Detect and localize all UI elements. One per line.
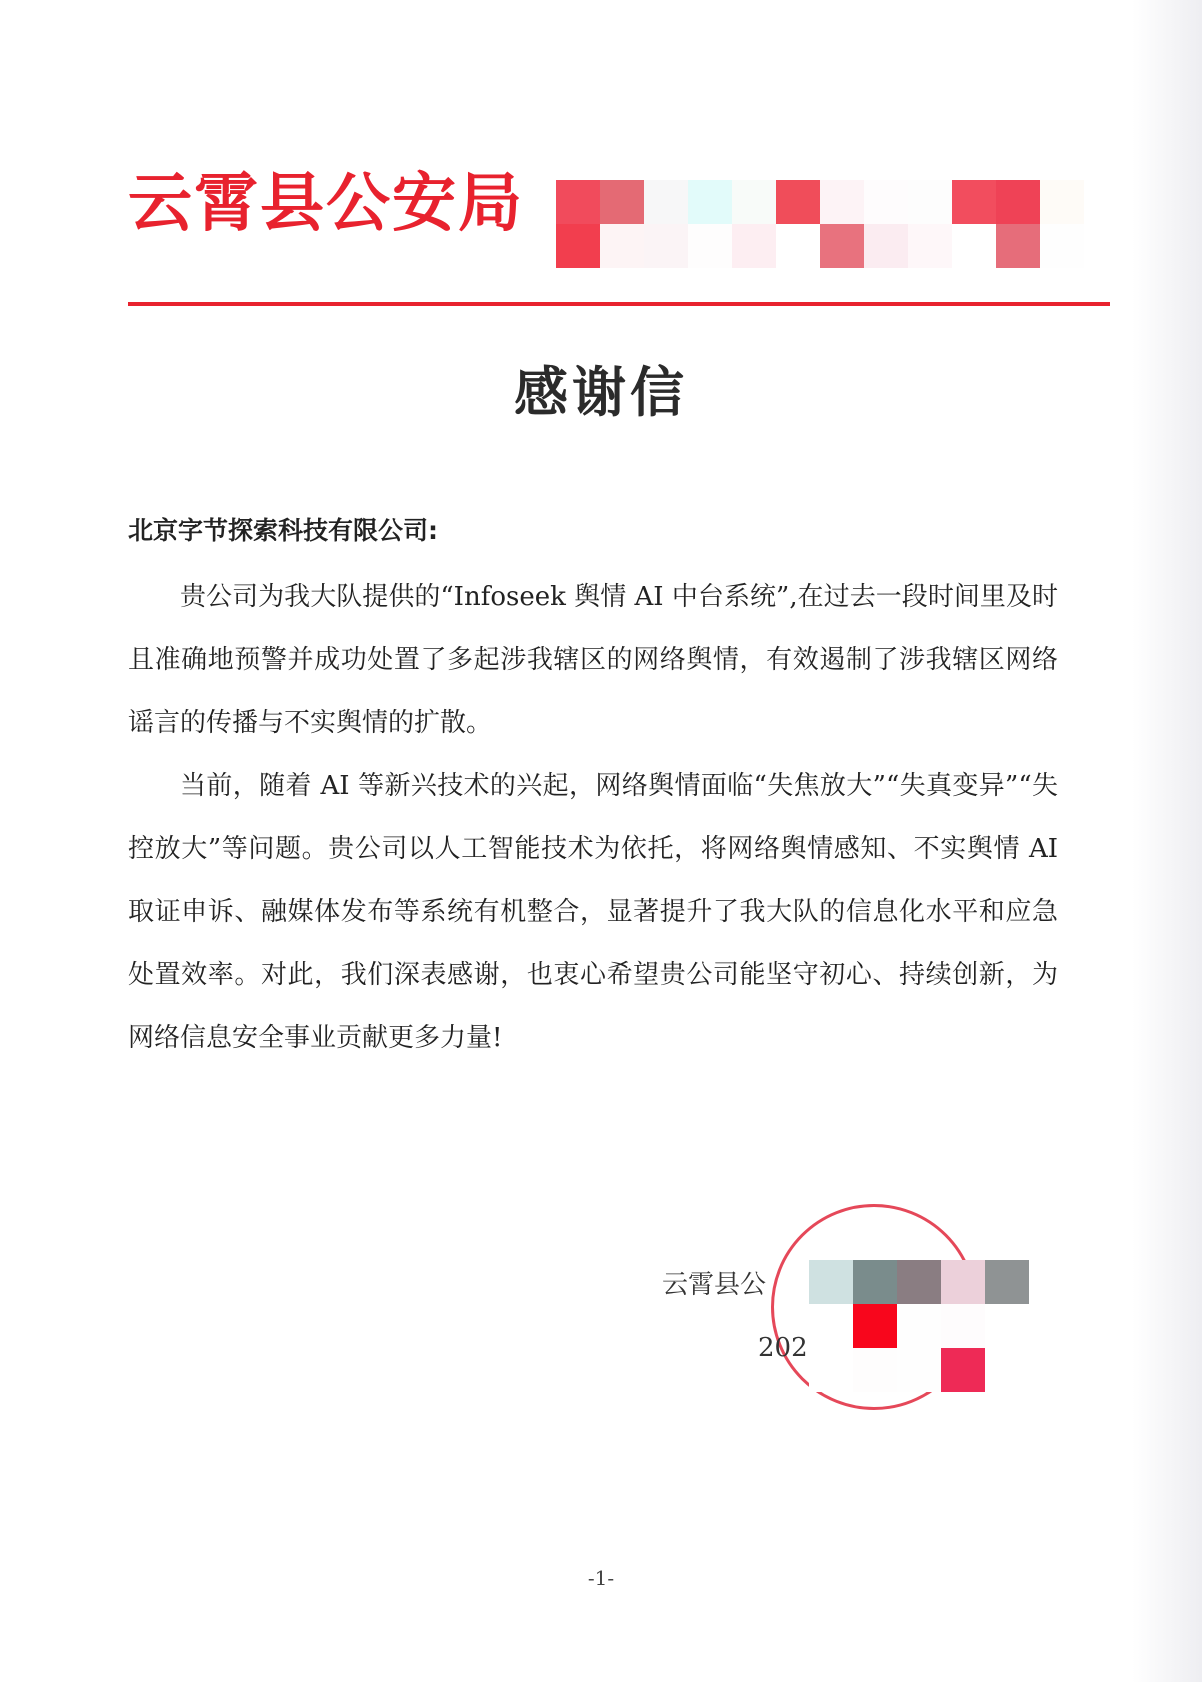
letterhead-divider (128, 302, 1110, 306)
page-number: -1- (587, 1566, 615, 1590)
letter-title: 感谢信 (514, 361, 688, 424)
redacted-signature-mosaic (809, 1260, 1029, 1392)
letter-body (128, 566, 1058, 1070)
signature-date: 202 (758, 1333, 808, 1363)
signature-organization: 云霄县公 (662, 1270, 767, 1300)
letterhead-title: 云霄县公安局 (128, 167, 524, 241)
redacted-letterhead-mosaic (556, 180, 1084, 268)
body-paragraph: 当前，随着 AI 等新兴技术的兴起，网络舆情面临“失焦放大”“失真变异”“失控放大”等问题。贵公司以人工智能技术为依托，将网络舆情感知、不实舆情 AI 取证申诉、融媒体发布等系统有机整合，显著提升了我大队的信息化水平和应急处置效率。对此，我们深表感谢，也衷心希望贵公司能坚守初心、持续创新，为网络信息安全事业贡献更多力量! (128, 771, 1058, 1053)
salutation: 北京字节探索科技有限公司: (128, 516, 438, 545)
page-edge-shadow (1132, 0, 1202, 1682)
body-paragraph: 贵公司为我大队提供的“Infoseek 舆情 AI 中台系统”,在过去一段时间里及时且准确地预警并成功处置了多起涉我辖区的网络舆情，有效遏制了涉我辖区网络谣言的传播与不实舆情的扩散。 (128, 582, 1058, 738)
